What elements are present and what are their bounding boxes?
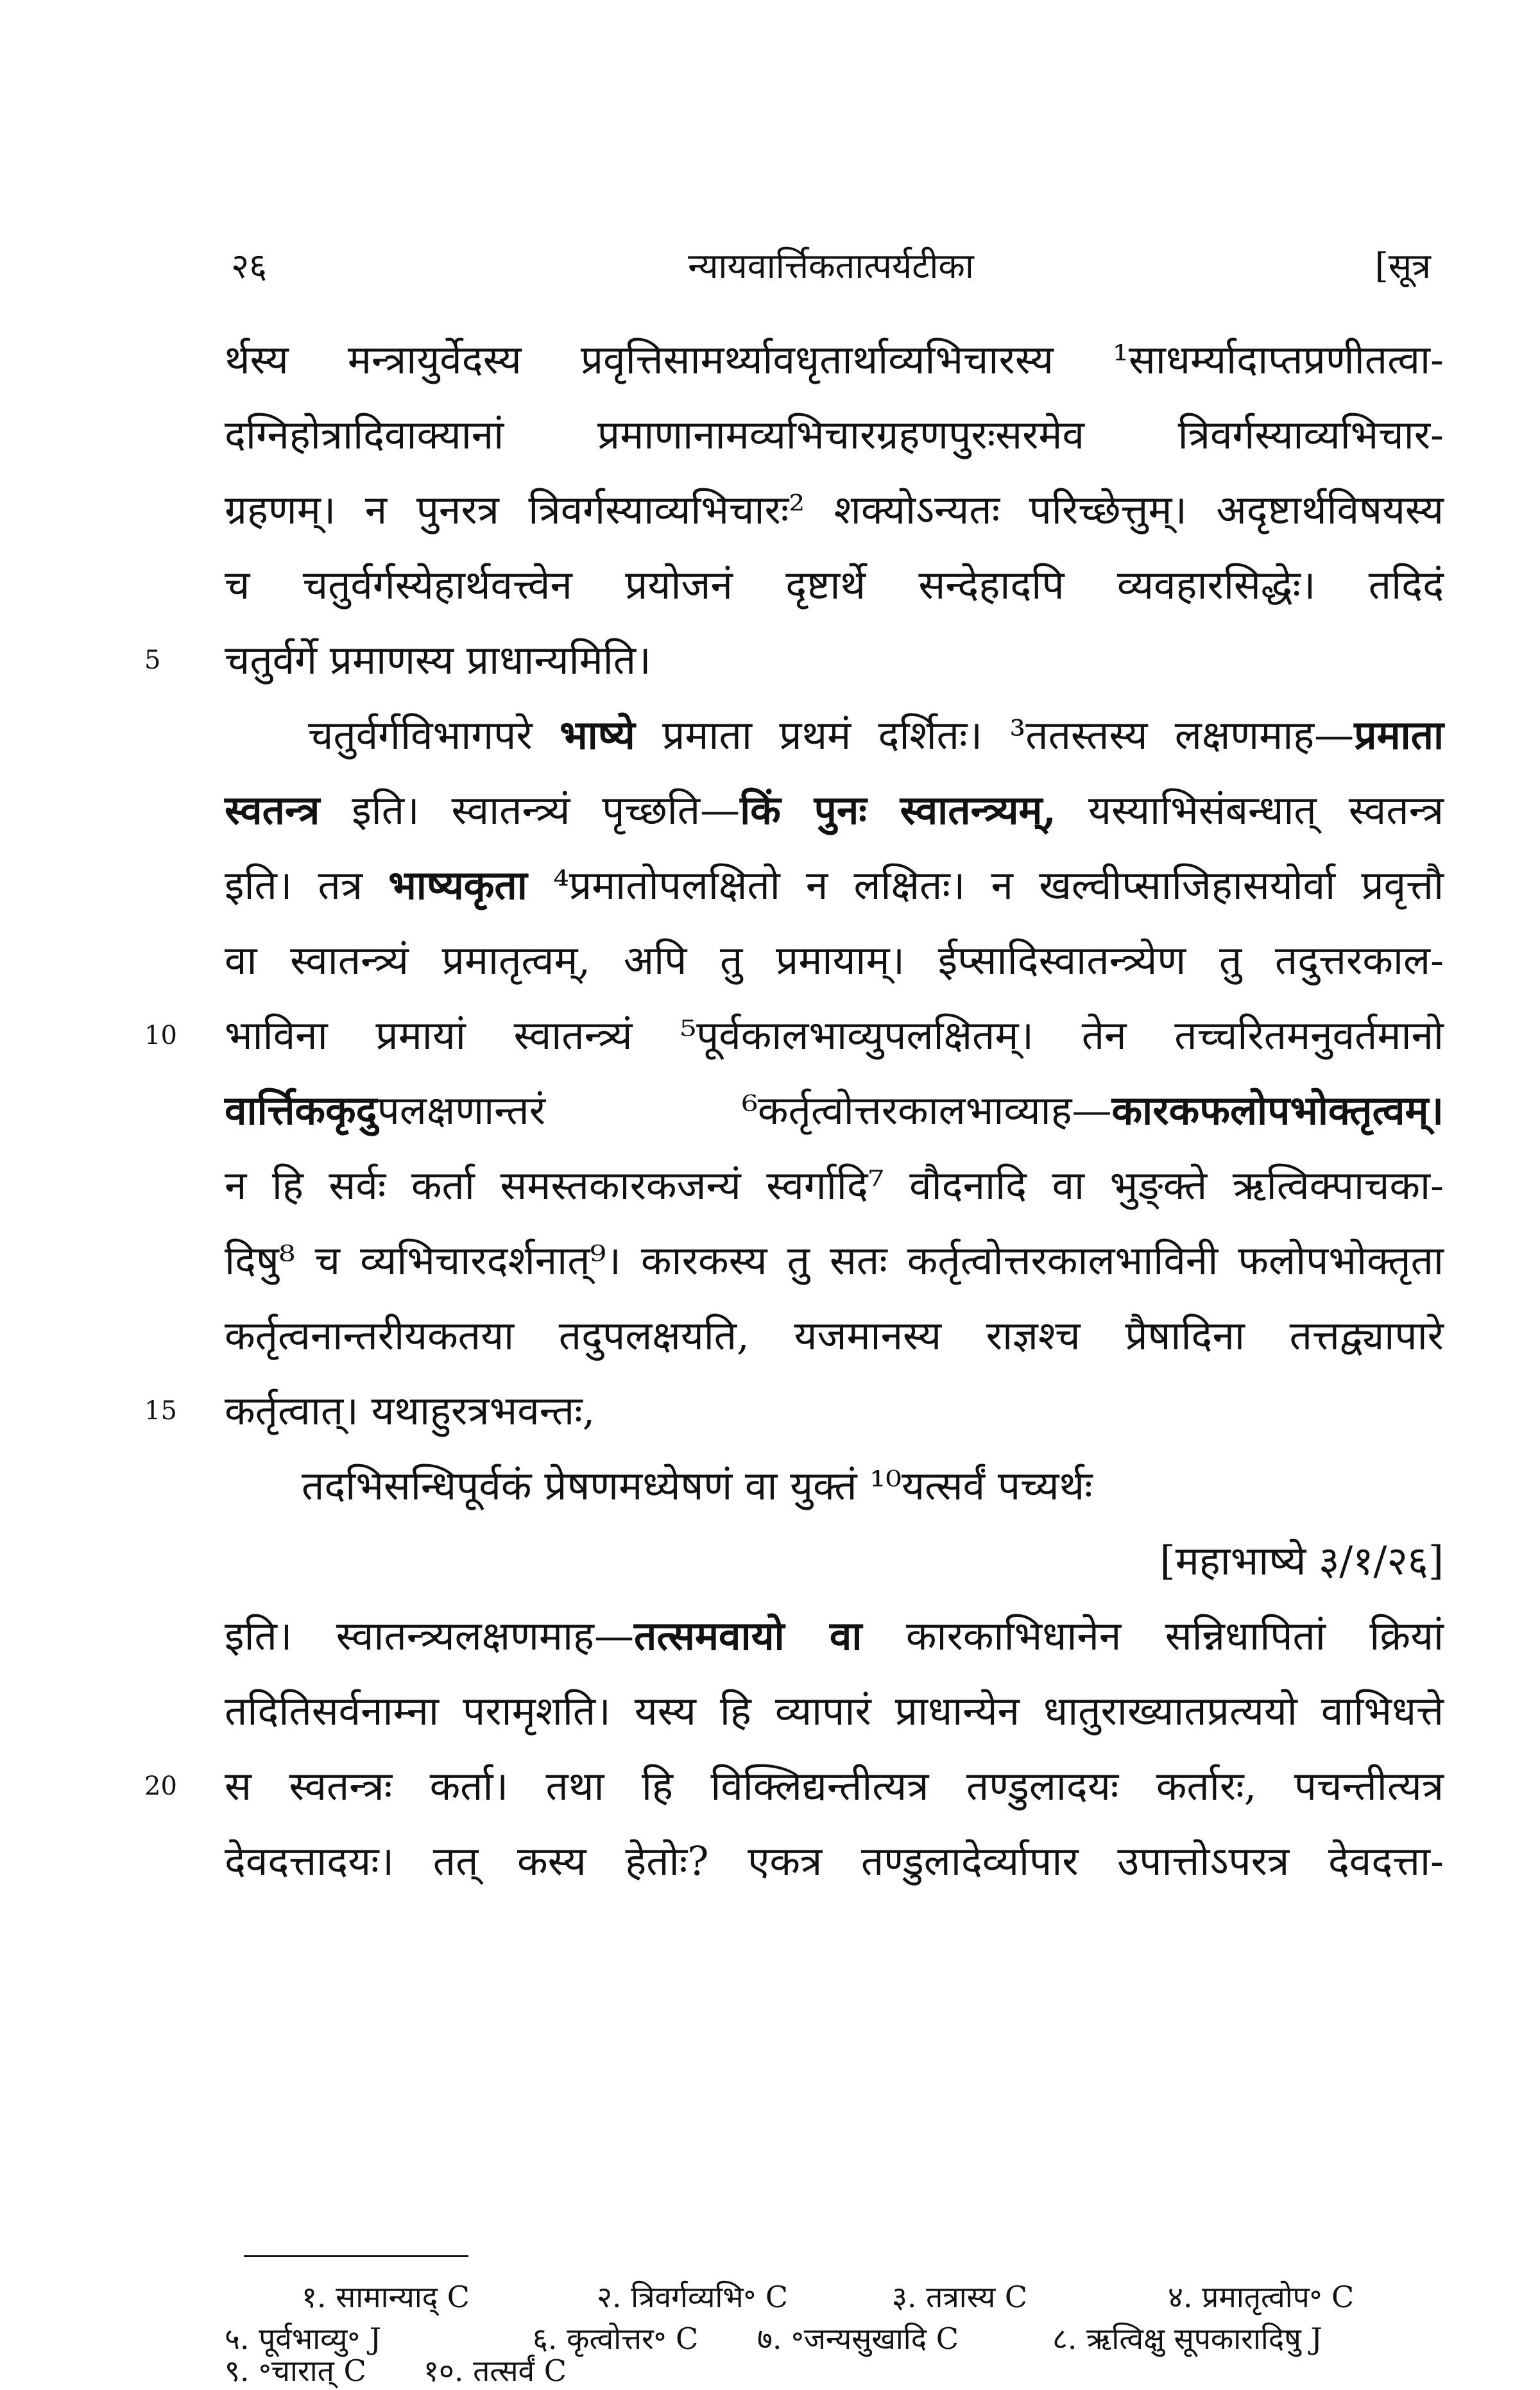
text-run: तदितिसर्वनाम्ना परामृशति। यस्य हि व्यापारं प्राधान्येन धातुराख्यातप्रत्ययो वाभिधत्ते (225, 1687, 1444, 1734)
text-line (225, 934, 1444, 987)
text-run: कर्तृत्वनान्तरीयकतया तदुपलक्षयति, यजमानस्य राज्ञश्च प्रैषादिना तत्तद्व्यापारे (225, 1312, 1444, 1359)
citation-reference (225, 1535, 1444, 1587)
text-line (225, 1009, 1444, 1062)
text-run: ⁴प्रमातोपलक्षितो न लक्षितः। न खल्वीप्साजिहासयोर्वा प्रवृत्तौ (527, 862, 1444, 909)
text-run: वा स्वातन्त्र्यं प्रमातृत्वम्, अपि तु प्रमायाम्। ईप्सादिस्वातन्त्र्येण तु तदुत्तरकाल- (225, 937, 1444, 984)
bold-term: वार्त्तिककृदु (225, 1087, 377, 1134)
footnote-divider (244, 2255, 468, 2257)
footnote: ८. ऋत्विक्षु सूपकारादिषु J (1052, 2321, 1322, 2356)
verse-quote (302, 1460, 1444, 1512)
text-line (225, 484, 1444, 536)
text-line (225, 1760, 1444, 1813)
bold-term: भाष्यकृता (388, 862, 527, 909)
text-line (225, 784, 1444, 837)
text-run: [महाभाष्ये ३/१/२६] (1159, 1537, 1444, 1584)
text-line (225, 1234, 1444, 1287)
text-run: कर्तृत्वात्। यथाहुरत्रभवन्तः, (225, 1387, 595, 1434)
bold-term: भाष्ये (560, 712, 635, 758)
text-run: स स्वतन्त्रः कर्ता। तथा हि विक्लिद्यन्तीत्यत्र तण्डुलादयः कर्तारः, पचन्तीत्यत्र (225, 1763, 1444, 1809)
text-run: ग्रहणम्। न पुनरत्र त्रिवर्गस्याव्यभिचारः² शक्योऽन्यतः परिच्छेत्तुम्। अदृष्टार्थविषयस्य (225, 486, 1444, 533)
section-marker: [सूत्र (1374, 246, 1431, 286)
footnote: २. त्रिवर्गव्यभि॰ C (597, 2280, 789, 2314)
footnote: ६. कृत्वोत्तर॰ C (533, 2321, 699, 2356)
page-number: २६ (231, 246, 268, 286)
text-line (225, 634, 1444, 687)
text-line (225, 1084, 1444, 1137)
footnote: ५. पूर्वभाव्यु॰ J (225, 2321, 382, 2356)
text-run: न हि सर्वः कर्ता समस्तकारकजन्यं स्वर्गादि⁷ वौदनादि वा भुङ्क्ते ऋत्विक्पाचका- (225, 1162, 1444, 1209)
line-number: 20 (144, 1771, 177, 1801)
text-line (225, 1310, 1444, 1362)
footnote: १०. तत्सर्वं C (424, 2353, 567, 2388)
text-run: चतुर्वर्गे प्रमाणस्य प्राधान्यमिति। (225, 636, 651, 683)
bold-term: प्रमाता (1354, 712, 1444, 758)
text-run: इति। तत्र (225, 862, 389, 909)
text-run: इति। स्वातन्त्र्यं पृच्छति— (320, 787, 740, 833)
text-run: इति। स्वातन्त्र्यलक्षणमाह— (225, 1612, 634, 1659)
text-line (225, 1385, 1444, 1437)
footnote: ९. ॰चारात् C (225, 2353, 366, 2388)
bold-term: किं पुनः स्वातन्त्र्यम्, (740, 787, 1057, 833)
text-run: पलक्षणान्तरं ⁶कर्तृत्वोत्तरकालभाव्याह— (377, 1087, 1112, 1134)
text-line (225, 1159, 1444, 1212)
text-line (225, 334, 1444, 386)
line-number: 5 (144, 645, 161, 675)
text-run: दिषु⁸ च व्यभिचारदर्शनात्⁹। कारकस्य तु सतः कर्तृत्वोत्तरकालभाविनी फलोपभोक्तृता (225, 1237, 1444, 1284)
footnote: १. सामान्याद् C (302, 2280, 470, 2314)
text-run: च चतुर्वर्गस्येहार्थवत्त्वेन प्रयोजनं दृष्टार्थे सन्देहादपि व्यवहारसिद्धेः। तदिदं (225, 561, 1444, 608)
bold-term: तत्समवायो वा (633, 1612, 862, 1659)
text-run: प्रमाता प्रथमं दर्शितः। ³ततस्तस्य लक्षणमाह— (635, 712, 1355, 758)
text-line (225, 859, 1444, 912)
text-line (308, 709, 1444, 762)
footnote: ३. तत्रास्य C (892, 2280, 1028, 2314)
text-run: दग्निहोत्रादिवाक्यानां प्रमाणानामव्यभिचारग्रहणपुरःसरमेव त्रिवर्गस्याव्यभिचार- (225, 411, 1444, 458)
bold-term: स्वतन्त्र (225, 787, 320, 833)
text-line (225, 409, 1444, 461)
text-run: तदभिसन्धिपूर्वकं प्रेषणमध्येषणं वा युक्तं ¹⁰यत्सर्वं पच्यर्थः (302, 1462, 1093, 1509)
text-line (225, 559, 1444, 611)
text-run: भाविना प्रमायां स्वातन्त्र्यं ⁵पूर्वकालभाव्युपलक्षितम्। तेन तच्चरितमनुवर्तमानो (225, 1012, 1444, 1059)
text-line (225, 1610, 1444, 1662)
bold-term: कारकफलोपभोक्तृत्वम्। (1111, 1087, 1444, 1134)
line-number: 15 (144, 1396, 177, 1426)
text-run: कारकाभिधानेन सन्निधापितां क्रियां (862, 1612, 1444, 1659)
text-run: चतुर्वर्गविभागपरे (308, 712, 560, 758)
footnote: ४. प्रमातृत्वोप॰ C (1168, 2280, 1355, 2314)
footnote: ७. ॰जन्यसुखादि C (757, 2321, 959, 2356)
text-run: देवदत्तादयः। तत् कस्य हेतोः? एकत्र तण्डुलादेर्व्यापार उपात्तोऽपरत्र देवदत्ता- (225, 1838, 1444, 1884)
text-run: र्थस्य मन्त्रायुर्वेदस्य प्रवृत्तिसामर्थ्यावधृतार्थाव्यभिचारस्य ¹साधर्म्यादाप्तप्रणीतत्वा- (225, 336, 1444, 383)
page-header (231, 241, 1431, 292)
text-line (225, 1685, 1444, 1737)
text-run: यस्याभिसंबन्धात् स्वतन्त्र (1056, 787, 1444, 833)
running-title: न्यायवार्त्तिकतात्पर्यटीका (688, 246, 974, 286)
text-line (225, 1835, 1444, 1888)
line-number: 10 (144, 1021, 177, 1050)
